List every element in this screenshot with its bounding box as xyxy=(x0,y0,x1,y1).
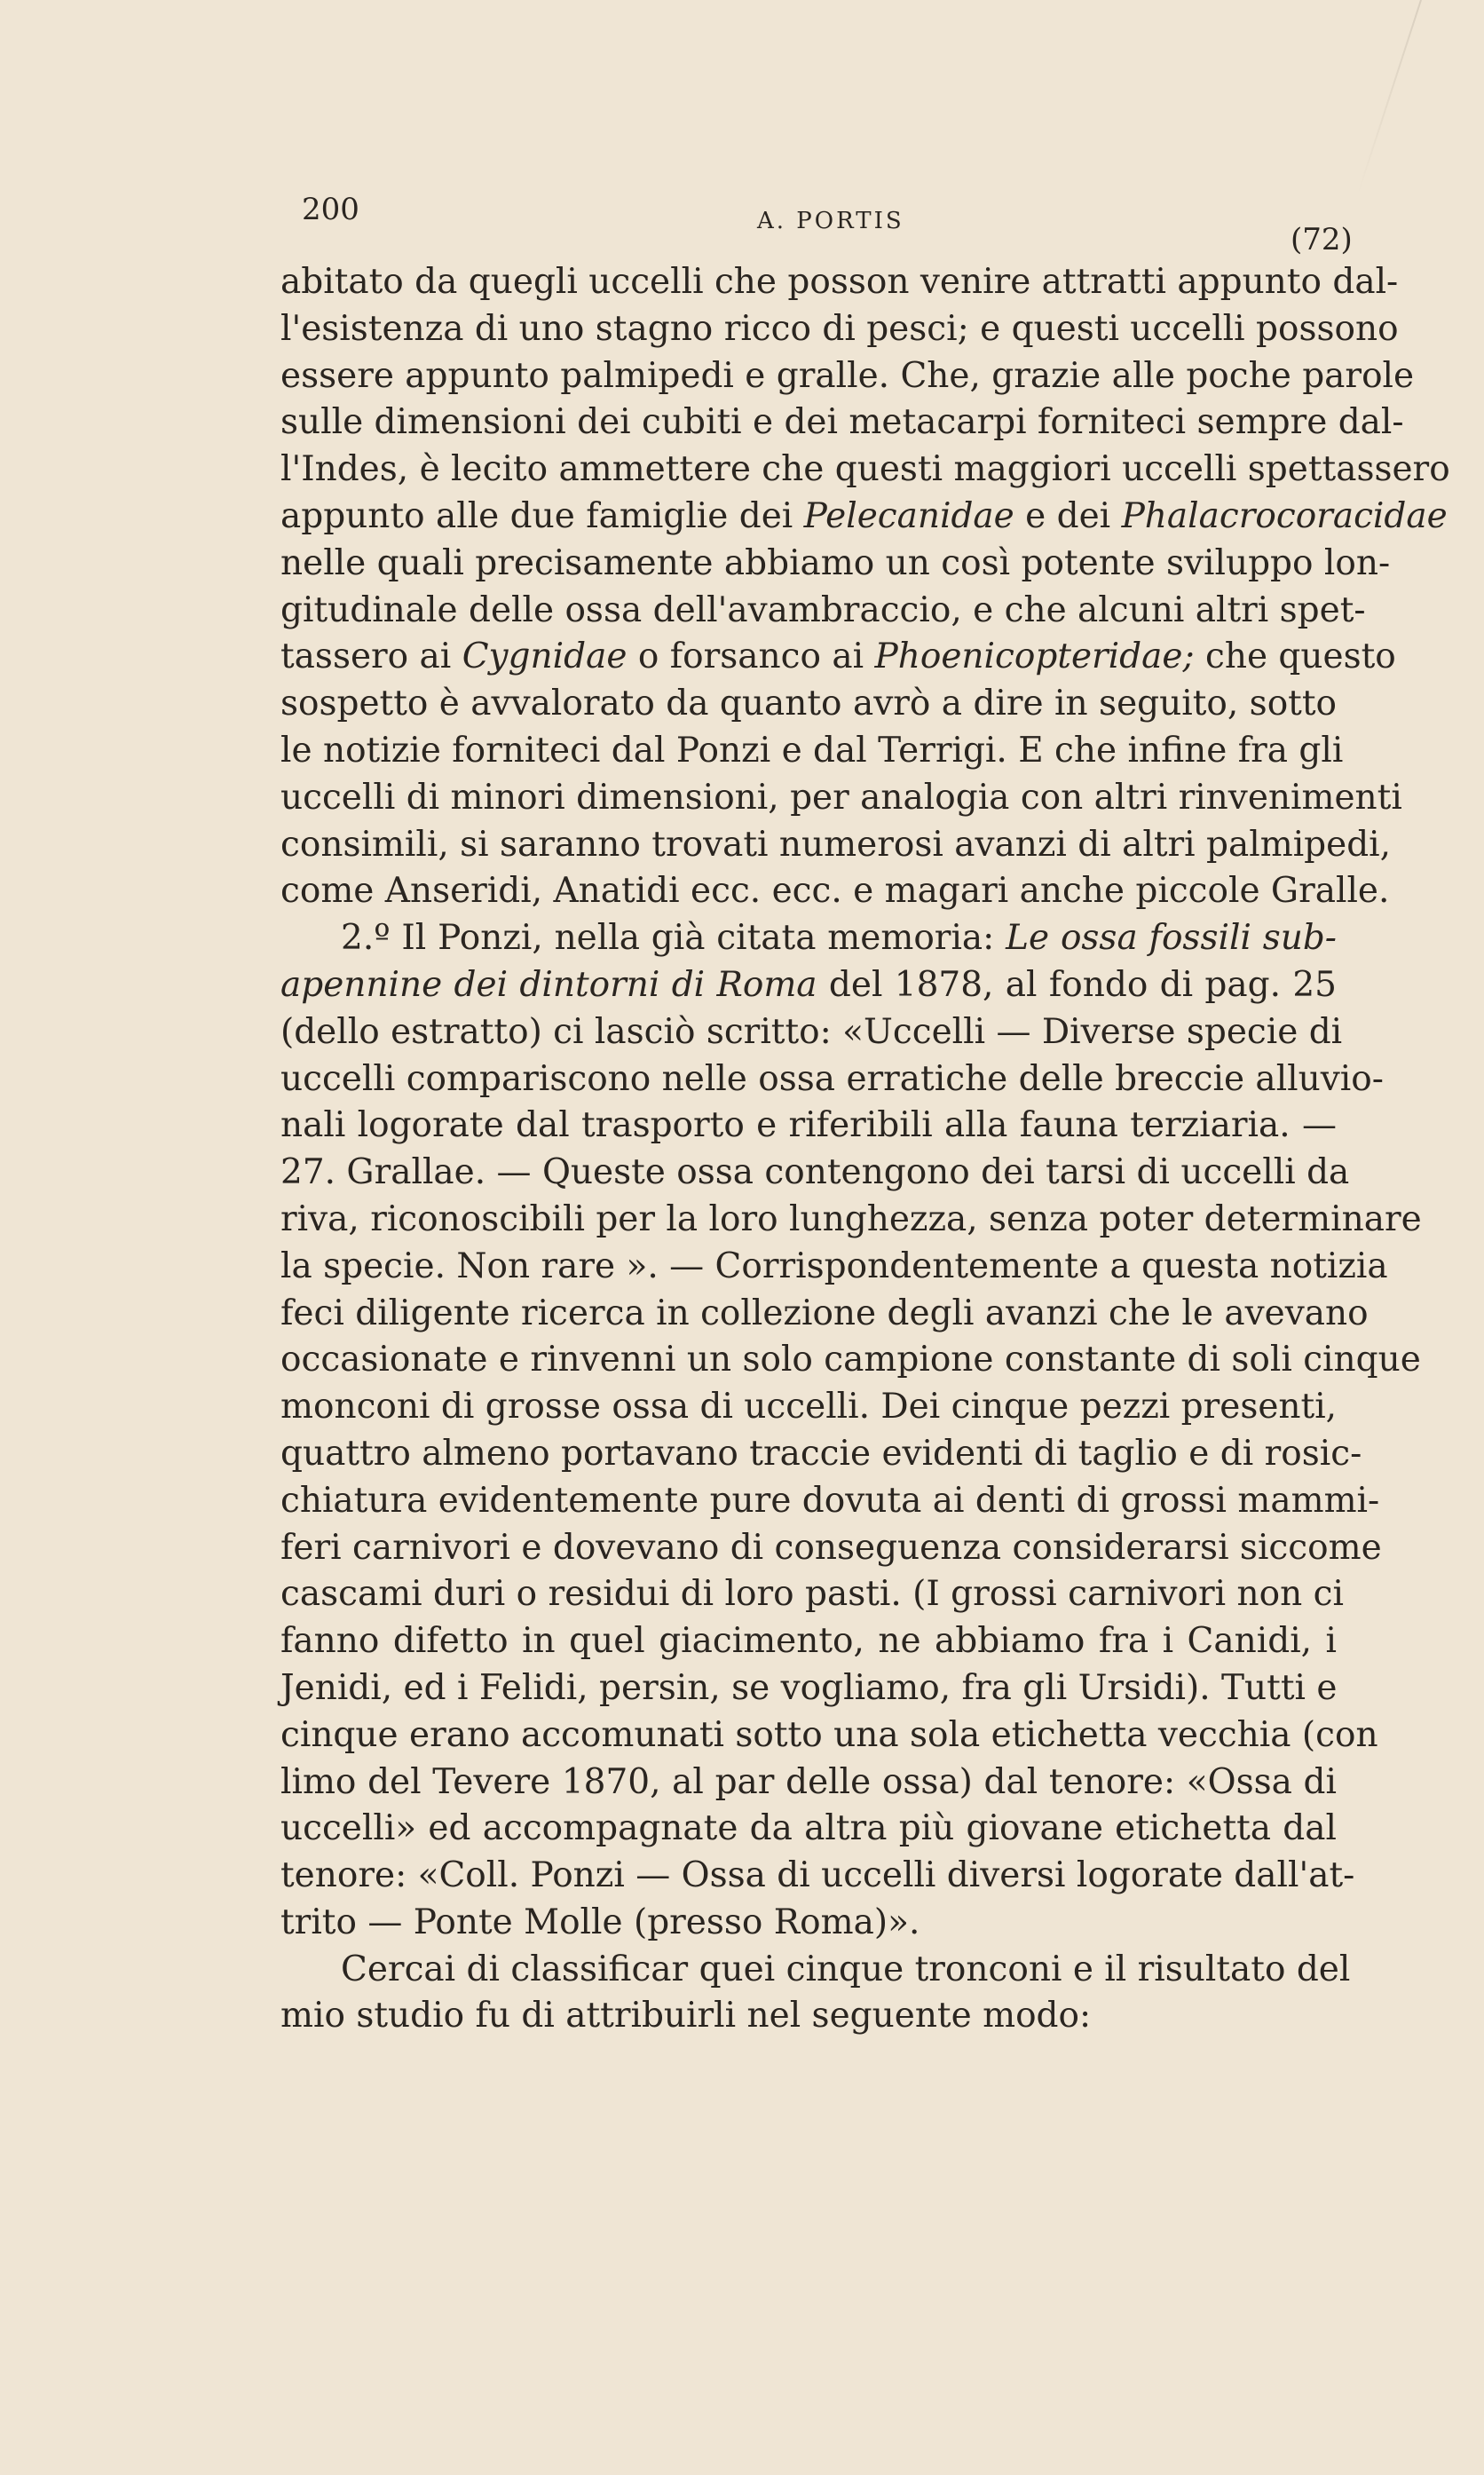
text-line: come Anseridi, Anatidi ecc. ecc. e magari anche piccole Gralle. xyxy=(280,871,1390,912)
text-line: tenore: «Coll. Ponzi — Ossa di uccelli diversi logorate dall'at- xyxy=(280,1855,1355,1896)
text-line: chiatura evidentemente pure dovuta ai denti di grossi mammi- xyxy=(280,1480,1380,1521)
text-line: nelle quali precisamente abbiamo un così potente sviluppo lon- xyxy=(280,542,1391,583)
text-line: sulle dimensioni dei cubiti e dei metacarpi forniteci sempre dal- xyxy=(280,402,1404,443)
text-line: mio studio fu di attribuirli nel seguente modo: xyxy=(280,1996,1092,2036)
text-line: quattro almeno portavano traccie evidenti di taglio e di rosic- xyxy=(280,1433,1362,1474)
text-line: la specie. Non rare ». — Corrispondentemente a questa notizia xyxy=(280,1245,1388,1286)
text-line: consimili, si saranno trovati numerosi avanzi di altri palmipedi, xyxy=(280,824,1392,865)
text-line: sospetto è avvalorato da quanto avrò a dire in seguito, sotto xyxy=(280,684,1337,724)
text-line xyxy=(280,634,1396,681)
text-line: feci diligente ricerca in collezione degli avanzi che le avevano xyxy=(280,1293,1369,1333)
text-line: le notizie forniteci dal Ponzi e dal Terrigi. E che infine fra gli xyxy=(280,730,1344,771)
text-span: e dei xyxy=(1014,495,1122,536)
italic-term: Pelecanidae xyxy=(803,495,1014,536)
text-span: o forsanco ai xyxy=(627,637,875,677)
text-line: nali logorate dal trasporto e riferibili alla fauna terziaria. — xyxy=(280,1105,1337,1146)
text-span: appunto alle due famiglie dei xyxy=(280,495,804,536)
text-line: trito — Ponte Molle (presso Roma)». xyxy=(280,1902,920,1942)
italic-term: apennine dei dintorni di Roma xyxy=(280,964,817,1005)
text-line: gitudinale delle ossa dell'avambraccio, e che alcuni altri spet- xyxy=(280,589,1366,630)
text-line: Cercai di classificar quei cinque tronconi e il risultato del xyxy=(341,1949,1351,1989)
text-line: uccelli compariscono nelle ossa erratiche delle breccie alluvio- xyxy=(280,1058,1384,1099)
text-span: del 1878, al fondo di pag. 25 xyxy=(817,964,1337,1005)
italic-term: Phoenicopteridae; xyxy=(874,637,1195,677)
text-line: uccelli di minori dimensioni, per analogia con altri rinvenimenti xyxy=(280,777,1402,818)
page-number: 200 xyxy=(302,192,359,227)
body-text xyxy=(280,259,1450,2040)
italic-term: Le ossa fossili sub- xyxy=(1006,918,1337,959)
text-line: l'Indes, è lecito ammettere che questi maggiori uccelli spettassero xyxy=(280,449,1450,490)
text-line: (dello estratto) ci lasciò scritto: «Uccelli — Diverse specie di xyxy=(280,1011,1343,1052)
text-line: cascami duri o residui di loro pasti. (I grossi carnivori non ci xyxy=(280,1574,1344,1615)
running-head: A. PORTIS xyxy=(757,208,904,234)
text-line: feri carnivori e dovevano di conseguenza considerarsi siccome xyxy=(280,1527,1382,1568)
text-line xyxy=(280,962,1337,1009)
text-span: che questo xyxy=(1194,637,1396,677)
text-line: l'esistenza di uno stagno ricco di pesci; e questi uccelli possono xyxy=(280,308,1399,349)
text-line: occasionate e rinvenni un solo campione constante di soli cinque xyxy=(280,1340,1421,1380)
text-line: limo del Tevere 1870, al par delle ossa) dal tenore: «Ossa di xyxy=(280,1761,1337,1802)
italic-term: Phalacrocoracidae xyxy=(1121,495,1448,536)
page-reference: (72) xyxy=(1291,222,1353,257)
text-line xyxy=(280,915,1337,962)
text-line: 27. Grallae. — Queste ossa contengono dei tarsi di uccelli da xyxy=(280,1152,1350,1193)
text-span: 2.º Il Ponzi, nella già citata memoria: xyxy=(341,918,1006,959)
text-line: fanno difetto in quel giacimento, ne abbiamo fra i Canidi, i xyxy=(280,1621,1337,1662)
text-line: uccelli» ed accompagnate da altra più giovane etichetta dal xyxy=(280,1808,1337,1849)
text-line: abitato da quegli uccelli che posson venire attratti appunto dal- xyxy=(280,262,1399,302)
text-line: monconi di grosse ossa di uccelli. Dei cinque pezzi presenti, xyxy=(280,1387,1338,1427)
text-line: essere appunto palmipedi e gralle. Che, grazie alle poche parole xyxy=(280,355,1415,396)
text-line: cinque erano accomunati sotto una sola etichetta vecchia (con xyxy=(280,1714,1378,1755)
text-span: tassero ai xyxy=(280,637,462,677)
text-line xyxy=(280,494,1448,541)
text-line: riva, riconoscibili per la loro lunghezza, senza poter determinare xyxy=(280,1198,1422,1239)
text-line: Jenidi, ed i Felidi, persin, se vogliamo, fra gli Ursidi). Tutti e xyxy=(280,1667,1338,1708)
page-edge-mark xyxy=(1357,0,1422,194)
italic-term: Cygnidae xyxy=(462,637,628,677)
